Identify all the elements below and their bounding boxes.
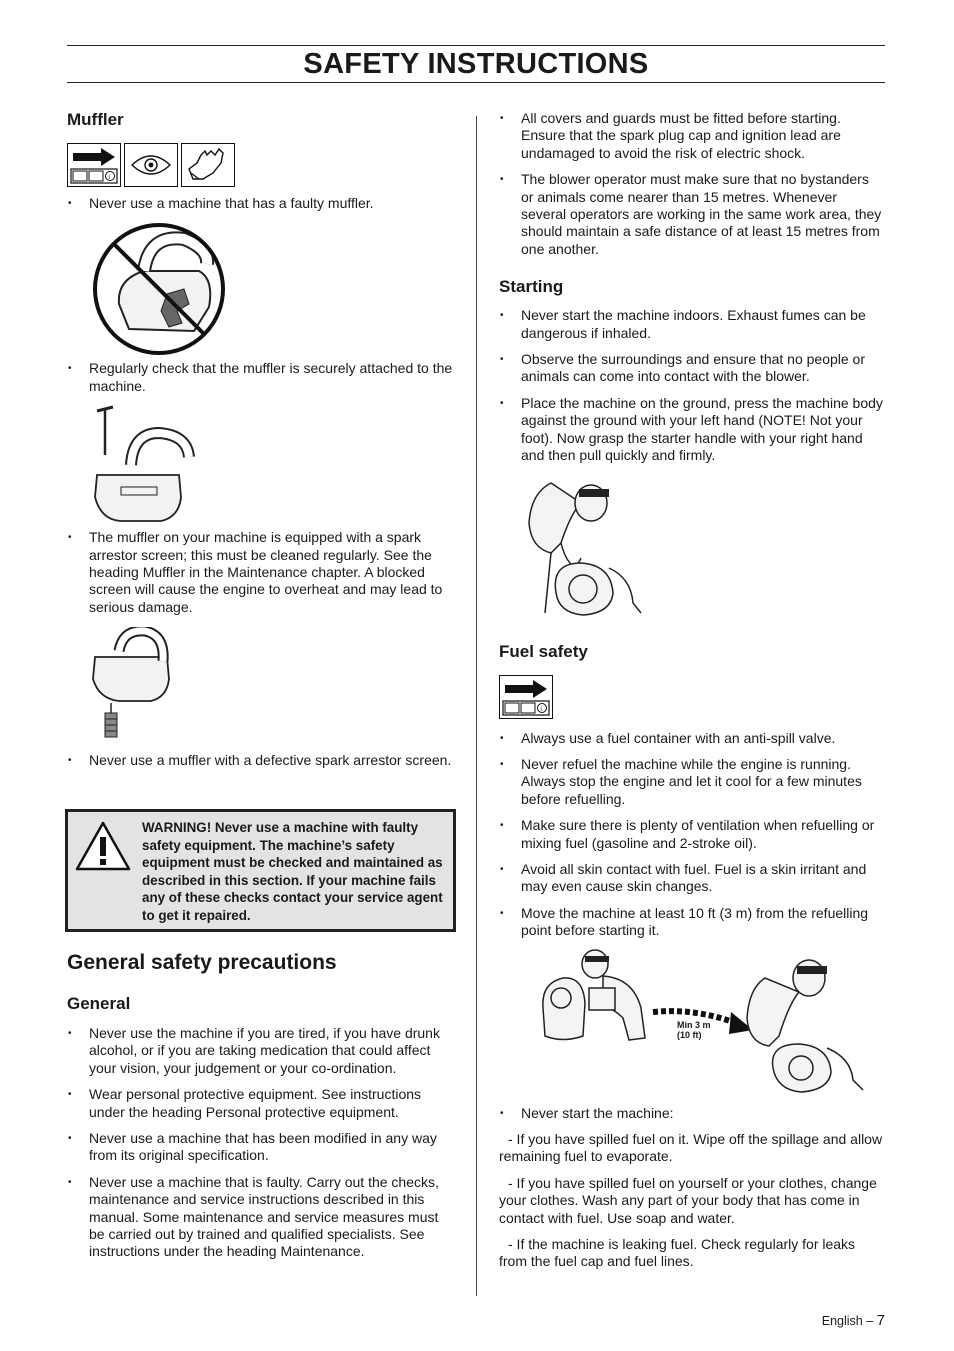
footer-language: English [821,1314,863,1328]
fuel-icons [499,675,885,719]
starting-item-1: • Never start the machine indoors. Exhaust fumes can be dangerous if inhaled. [499,307,885,342]
page-number: 7 [876,1312,885,1329]
right-column [499,110,885,1271]
general-item-2: • Wear personal protective equipment. See instructions under the heading Personal protective equipment. [67,1086,453,1121]
general-precautions-heading: General safety precautions [67,951,337,974]
footer-dash: – [862,1314,877,1328]
condition-2: - If you have spilled fuel on yourself or your clothes, change your clothes. Wash any part of your body that has come in contact with fuel. Use soap and water. [499,1174,877,1226]
fuel-safety-heading: Fuel safety [499,641,588,661]
left-column [67,107,453,770]
header-rule-bottom [67,82,885,83]
fuel-item-3: • Make sure there is plenty of ventilation when refuelling or mixing fuel (gasoline and 2-stroke oil). [499,817,885,852]
muffler-heading: Muffler [67,110,124,129]
general-subheading: General [67,994,131,1013]
general-precautions-section [67,950,453,1261]
muffler-check-illustration [91,405,221,530]
page-footer [822,1312,885,1329]
faulty-muffler-illustration [89,219,229,364]
condition-1: - If you have spilled fuel on it. Wipe off the spillage and allow remaining fuel to evaporate. [499,1130,883,1165]
general-item-4: • Never use a machine that is faulty. Carry out the checks, maintenance and service instructions described in this manual. Some maintenance and service measures must be carried out by trained and qualified specialists. See instructions under the heading Maintenance. [67,1174,453,1261]
refuel-distance-illustration [533,948,883,1096]
starting-heading: Starting [499,277,564,297]
page-header [67,45,885,83]
read-manual-icon [67,143,121,187]
fuel-item-4: • Avoid all skin contact with fuel. Fuel is a skin irritant and may even cause skin changes. [499,861,885,896]
muffler-item-4: • Never use a muffler with a defective spark arrestor screen. [67,752,453,769]
fuel-item-5: • Move the machine at least 10 ft (3 m) from the refuelling point before starting it. [499,905,885,940]
column-divider [476,116,477,1296]
fuel-item-2: • Never refuel the machine while the engine is running. Always stop the engine and let it cool for a few minutes before refuelling. [499,756,885,808]
distance-label-2: (10 ft) [677,1029,702,1040]
starting-item-3: • Place the machine on the ground, press the machine body against the ground with your left hand (NOTE! Not your foot). Now grasp the starter handle with your right hand and then pull quickly and firmly. [499,395,885,465]
muffler-icons [67,143,453,187]
condition-3: - If the machine is leaking fuel. Check regularly for leaks from the fuel cap and fuel lines. [499,1236,856,1270]
warning-text: WARNING! Never use a machine with faulty safety equipment. The machine’s safety equipment must be checked and maintained as described in this section. If your machine fails any of these checks contact your service agent to get it repaired. [142,820,443,923]
never-start-heading: • Never start the machine: [499,1105,885,1122]
muffler-item-3: • The muffler on your machine is equipped with a spark arrestor screen; this must be cleaned regularly. See the heading Muffler in the Maintenance chapter. A blocked screen will cause the engine to overheat and may lead to serious damage. [67,529,453,616]
warning-triangle-icon [74,820,132,872]
right-item-2: • The blower operator must make sure that no bystanders or animals come nearer than 15 metres. Whenever several operators are working in the same work area, they should maintain a safe distance of at least 15 metres from one another. [499,171,885,258]
read-manual-icon [499,675,553,719]
muffler-item-2: • Regularly check that the muffler is securely attached to the machine. [67,360,453,395]
svg-text:i: i [108,175,110,181]
warning-box [65,809,456,932]
general-item-3: • Never use a machine that has been modified in any way from its original specification. [67,1130,453,1165]
svg-text:i: i [540,706,542,713]
fuel-item-1: • Always use a fuel container with an anti-spill valve. [499,730,885,747]
starting-illustration [521,473,885,625]
muffler-item-1: • Never use a machine that has a faulty muffler. [67,195,453,212]
general-item-1: • Never use the machine if you are tired, if you have drunk alcohol, or if you are taking medication that could affect your vision, your judgement or your co-ordination. [67,1025,453,1077]
page-title: SAFETY INSTRUCTIONS [303,48,649,80]
eye-protection-icon [124,143,178,187]
distance-label-1: Min 3 m [677,1019,711,1030]
spark-arrestor-illustration [89,627,199,744]
protective-gloves-icon [181,143,235,187]
starting-item-2: • Observe the surroundings and ensure that no people or animals can come into contact with the blower. [499,351,885,386]
right-item-1: • All covers and guards must be fitted before starting. Ensure that the spark plug cap and ignition lead are undamaged to avoid the risk of electric shock. [499,110,885,162]
